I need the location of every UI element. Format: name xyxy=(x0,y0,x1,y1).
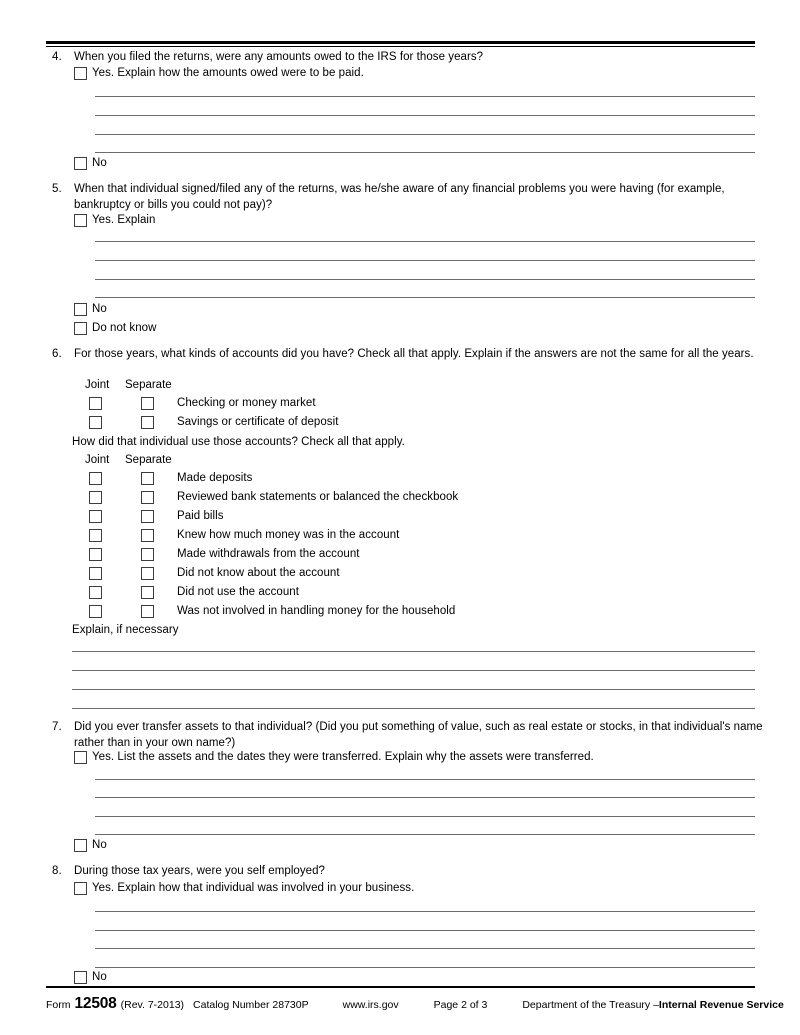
question-5-answer-line-2[interactable] xyxy=(95,260,755,261)
question-6-column-header-separate-1: Separate xyxy=(125,379,172,391)
question-7-yes-checkbox[interactable] xyxy=(74,751,87,764)
question-6-number: 6. xyxy=(52,348,62,360)
account-type-1-separate-checkbox[interactable] xyxy=(141,416,154,429)
question-4-yes-label: Yes. Explain how the amounts owed were to be paid. xyxy=(92,67,364,79)
question-8-no-label: No xyxy=(92,971,107,983)
question-4-no-checkbox[interactable] xyxy=(74,157,87,170)
account-type-0-joint-checkbox[interactable] xyxy=(89,397,102,410)
account-use-6-separate-checkbox[interactable] xyxy=(141,586,154,599)
question-7-yes-label: Yes. List the assets and the dates they were transferred. Explain why the assets were transferred. xyxy=(92,751,594,763)
question-4-answer-line-4[interactable] xyxy=(95,152,755,153)
question-8-yes-label: Yes. Explain how that individual was involved in your business. xyxy=(92,882,415,894)
question-5-yes-checkbox[interactable] xyxy=(74,214,87,227)
question-8-answer-line-1[interactable] xyxy=(95,911,755,912)
question-8-number: 8. xyxy=(52,865,62,877)
question-5-yes-label: Yes. Explain xyxy=(92,214,156,226)
question-7-no-label: No xyxy=(92,839,107,851)
question-6-answer-line-1[interactable] xyxy=(72,651,755,652)
question-7-answer-line-4[interactable] xyxy=(95,834,755,835)
question-5-answer-line-1[interactable] xyxy=(95,241,755,242)
account-use-3-separate-checkbox[interactable] xyxy=(141,529,154,542)
account-type-0-label: Checking or money market xyxy=(177,397,316,409)
footer-revision: (Rev. 7-2013) xyxy=(120,999,185,1011)
account-use-0-joint-checkbox[interactable] xyxy=(89,472,102,485)
header-rule-thin xyxy=(46,46,755,47)
question-8-answer-line-4[interactable] xyxy=(95,967,755,968)
question-6-explain-label: Explain, if necessary xyxy=(72,624,179,636)
question-4-yes-checkbox[interactable] xyxy=(74,67,87,80)
page-footer xyxy=(46,995,784,1014)
question-7-text: Did you ever transfer assets to that individual? (Did you put something of value, such as real estate or stocks, in that individual's name rather than in your own name?) xyxy=(74,721,763,749)
question-7-answer-line-1[interactable] xyxy=(95,779,755,780)
account-use-3-label: Knew how much money was in the account xyxy=(177,529,400,541)
question-6-answer-line-2[interactable] xyxy=(72,670,755,671)
account-use-2-label: Paid bills xyxy=(177,510,224,522)
question-6-column-header-joint-1: Joint xyxy=(85,379,110,391)
question-5-no-label: No xyxy=(92,303,107,315)
question-6-subprompt: How did that individual use those accounts? Check all that apply. xyxy=(72,436,405,448)
question-7-no-checkbox[interactable] xyxy=(74,839,87,852)
account-use-7-label: Was not involved in handling money for the household xyxy=(177,605,456,617)
account-type-1-label: Savings or certificate of deposit xyxy=(177,416,339,428)
footer-rule xyxy=(46,986,755,988)
question-5-no-checkbox[interactable] xyxy=(74,303,87,316)
question-5-answer-line-4[interactable] xyxy=(95,297,755,298)
header-rule-thick xyxy=(46,41,755,44)
account-use-5-label: Did not know about the account xyxy=(177,567,340,579)
question-6-column-header-joint-2: Joint xyxy=(85,454,110,466)
question-6-answer-line-3[interactable] xyxy=(72,689,755,690)
account-use-4-separate-checkbox[interactable] xyxy=(141,548,154,561)
footer-form-word: Form xyxy=(46,999,71,1011)
question-5-text: When that individual signed/filed any of the returns, was he/she aware of any financial problems you were having (for example, bankruptcy or bills you could not pay)? xyxy=(74,183,725,211)
account-use-0-label: Made deposits xyxy=(177,472,253,484)
account-use-6-label: Did not use the account xyxy=(177,586,299,598)
account-use-7-joint-checkbox[interactable] xyxy=(89,605,102,618)
account-use-1-joint-checkbox[interactable] xyxy=(89,491,102,504)
account-use-4-joint-checkbox[interactable] xyxy=(89,548,102,561)
question-8-yes-checkbox[interactable] xyxy=(74,882,87,895)
question-4-number: 4. xyxy=(52,51,62,63)
footer-website[interactable]: www.irs.gov xyxy=(342,999,399,1011)
question-7-number: 7. xyxy=(52,721,62,733)
account-type-1-joint-checkbox[interactable] xyxy=(89,416,102,429)
question-6-column-header-separate-2: Separate xyxy=(125,454,172,466)
question-5-do-not-know-checkbox[interactable] xyxy=(74,322,87,335)
question-8-answer-line-3[interactable] xyxy=(95,948,755,949)
footer-page-number: Page 2 of 3 xyxy=(433,999,488,1011)
question-4-answer-line-2[interactable] xyxy=(95,115,755,116)
account-use-5-separate-checkbox[interactable] xyxy=(141,567,154,580)
account-use-5-joint-checkbox[interactable] xyxy=(89,567,102,580)
question-5-answer-line-3[interactable] xyxy=(95,279,755,280)
question-5-number: 5. xyxy=(52,183,62,195)
question-6-text: For those years, what kinds of accounts did you have? Check all that apply. Explain if the answers are not the same for all the years. xyxy=(74,348,754,360)
question-6-answer-line-4[interactable] xyxy=(72,708,755,709)
question-4-text: When you filed the returns, were any amounts owed to the IRS for those years? xyxy=(74,51,484,63)
question-4-no-label: No xyxy=(92,157,107,169)
account-use-2-separate-checkbox[interactable] xyxy=(141,510,154,523)
account-use-3-joint-checkbox[interactable] xyxy=(89,529,102,542)
question-8-no-checkbox[interactable] xyxy=(74,971,87,984)
footer-catalog-number: Catalog Number 28730P xyxy=(193,999,309,1011)
account-use-1-separate-checkbox[interactable] xyxy=(141,491,154,504)
question-5-do-not-know-label: Do not know xyxy=(92,322,157,334)
account-use-0-separate-checkbox[interactable] xyxy=(141,472,154,485)
question-7-answer-line-3[interactable] xyxy=(95,816,755,817)
account-use-2-joint-checkbox[interactable] xyxy=(89,510,102,523)
question-8-text: During those tax years, were you self employed? xyxy=(74,865,326,877)
footer-department: Department of the Treasury – xyxy=(522,999,659,1011)
question-8-answer-line-2[interactable] xyxy=(95,930,755,931)
footer-agency: Internal Revenue Service xyxy=(658,999,784,1011)
account-type-0-separate-checkbox[interactable] xyxy=(141,397,154,410)
account-use-4-label: Made withdrawals from the account xyxy=(177,548,360,560)
account-use-7-separate-checkbox[interactable] xyxy=(141,605,154,618)
question-4-answer-line-3[interactable] xyxy=(95,134,755,135)
question-7-answer-line-2[interactable] xyxy=(95,797,755,798)
footer-form-number: 12508 xyxy=(74,995,117,1012)
account-use-1-label: Reviewed bank statements or balanced the checkbook xyxy=(177,491,459,503)
question-4-answer-line-1[interactable] xyxy=(95,96,755,97)
account-use-6-joint-checkbox[interactable] xyxy=(89,586,102,599)
